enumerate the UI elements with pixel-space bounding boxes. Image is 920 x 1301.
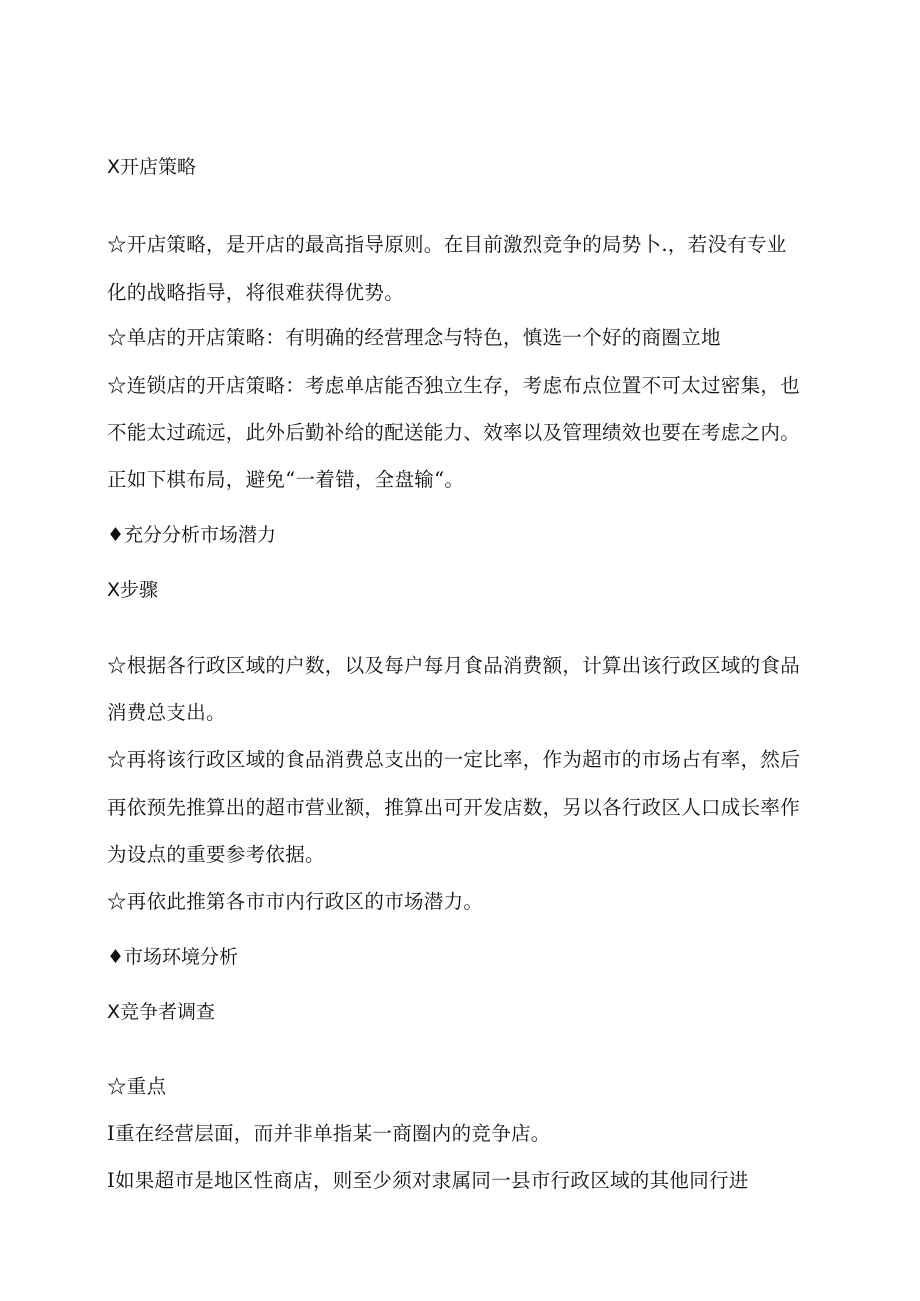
paragraph-line: 为设点的重要参考依据。 [107,843,325,866]
section-heading-market-potential: ♦充分分析市场潜力 [107,524,277,546]
paragraph-line: 化的战略指导，将很难获得优势。 [107,281,405,304]
section-heading-market-environment: ♦市场环境分析 [107,946,239,968]
paragraph-line: ☆连锁店的开店策略：考虑单店能否独立生存，考虑布点位置不可太过密集，也 [107,374,801,397]
paragraph-line: 不能太过疏远，此外后勤补给的配送能力、效率以及管理绩效也要在考虑之内。 [107,421,801,444]
paragraph-line: 再依预先推算出的超市营业额，推算出可开发店数，另以各行政区人口成长率作 [107,796,801,819]
paragraph-line: ☆单店的开店策略：有明确的经营理念与特色，慎选一个好的商圈立地 [107,326,721,349]
paragraph-line: 正如下棋布局，避免“一着错，全盘输“。 [107,468,465,491]
paragraph-line: ☆开店策略，是开店的最高指导原则。在目前激烈竞争的局势卜.，若没有专业 [107,233,787,256]
paragraph-line: 消费总支出。 [107,701,226,724]
paragraph-line: I如果超市是地区性商店，则至少须对隶属同一县市行政区域的其他同行进 [107,1169,749,1192]
paragraph-line: I重在经营层面，而并非单指某一商圈内的竞争店。 [107,1122,551,1145]
paragraph-line: ☆再依此推第各市市内行政区的市场潜力。 [107,890,484,913]
section-heading-store-strategy: X开店策略 [107,156,197,178]
paragraph-line: ☆重点 [107,1075,167,1098]
paragraph-line: ☆再将该行政区域的食品消费总支出的一定比率，作为超市的市场占有率，然后 [107,748,801,771]
section-heading-steps: X步骤 [107,579,159,601]
section-heading-competitor-survey: X竞争者调查 [107,1001,216,1023]
paragraph-line: ☆根据各行政区域的户数，以及每户每月食品消费额，计算出该行政区域的食品 [107,654,801,677]
